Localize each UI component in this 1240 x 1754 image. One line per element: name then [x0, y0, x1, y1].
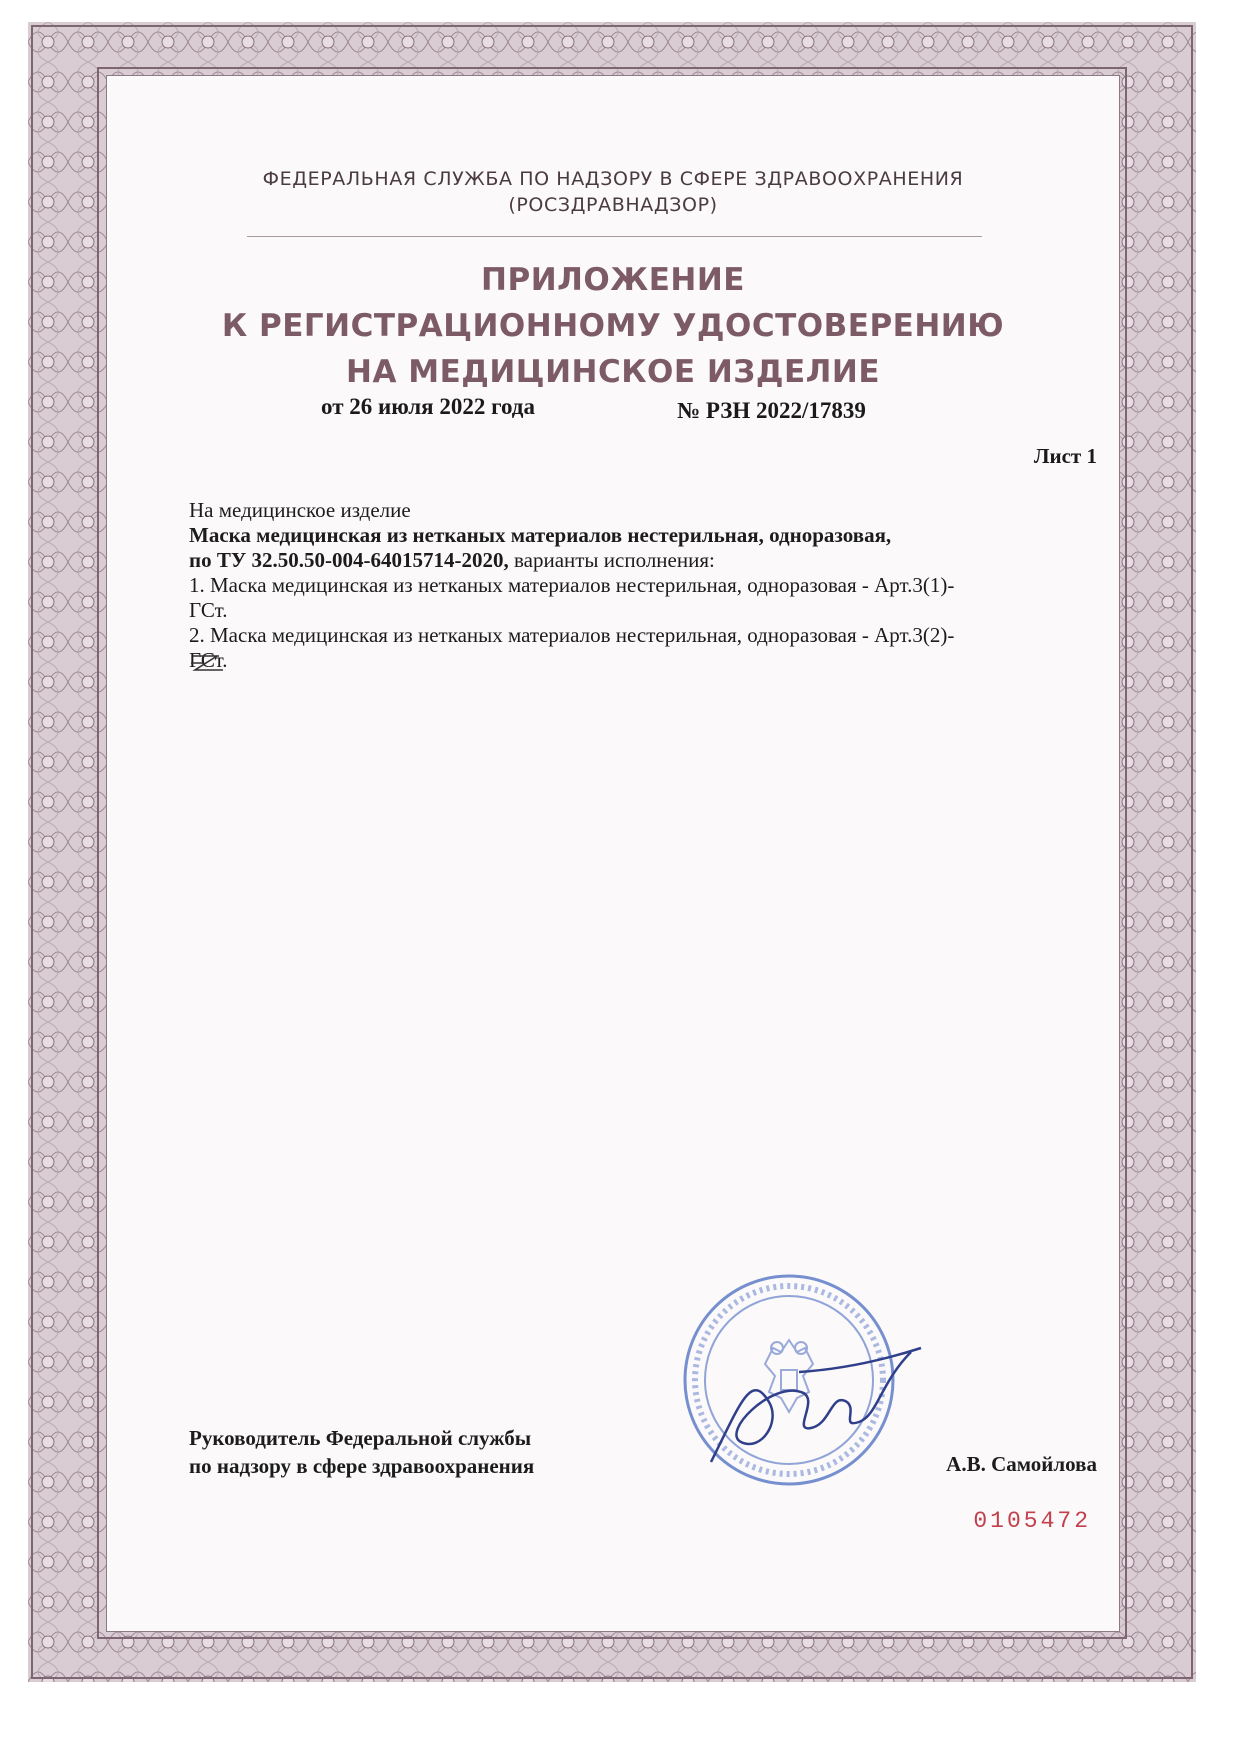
tu-line: [189, 548, 1069, 573]
certificate-sheet: [28, 22, 1196, 1682]
document-title-line2: К РЕГИСТРАЦИОННОМУ УДОСТОВЕРЕНИЮ: [221, 308, 1005, 344]
issue-date: от 26 июля 2022 года: [321, 394, 535, 419]
header-divider: [247, 236, 982, 237]
tu-code: по ТУ 32.50.50-004-64015714-2020,: [189, 548, 509, 572]
signatory-position-line2: по надзору в сфере здравоохранения: [189, 1454, 535, 1478]
serial-number: 0105472: [973, 1508, 1091, 1534]
variant-1: [189, 573, 1069, 623]
agency-abbreviation: (РОСЗДРАВНАДЗОР): [508, 194, 718, 216]
registration-number: № РЗН 2022/17839: [677, 398, 866, 423]
product-description: [189, 498, 1069, 673]
variant-1-line1: 1. Маска медицинская из нетканых материалов нестерильная, одноразовая - Арт.3(1)-: [189, 573, 955, 597]
document-title-line1: ПРИЛОЖЕНИЕ: [481, 262, 745, 298]
variant-1-line2: ГСт.: [189, 598, 228, 622]
eagle-emblem-icon: [765, 1340, 813, 1412]
product-name: Маска медицинская из нетканых материалов нестерильная, одноразовая,: [189, 523, 892, 547]
document-body: [106, 75, 1120, 1632]
signatory-position: [189, 1424, 534, 1480]
tu-variants-label: варианты исполнения:: [508, 548, 715, 572]
signatory-name: А.В. Самойлова: [946, 1452, 1097, 1476]
sheet-number: Лист 1: [1033, 444, 1097, 468]
agency-name: ФЕДЕРАЛЬНАЯ СЛУЖБА ПО НАДЗОРУ В СФЕРЕ ЗДРАВООХРАНЕНИЯ: [262, 168, 964, 190]
document-title-line3: НА МЕДИЦИНСКОЕ ИЗДЕЛИЕ: [346, 354, 880, 390]
variant-2-line1: 2. Маска медицинская из нетканых материалов нестерильная, одноразовая - Арт.3(2)-: [189, 623, 955, 647]
variant-2-line2: ГСт.: [189, 648, 228, 672]
variant-2: [189, 623, 1069, 673]
signatory-position-line1: Руководитель Федеральной службы: [189, 1426, 532, 1450]
end-of-text-mark: [189, 650, 229, 676]
intro-text: На медицинское изделие: [189, 498, 411, 522]
